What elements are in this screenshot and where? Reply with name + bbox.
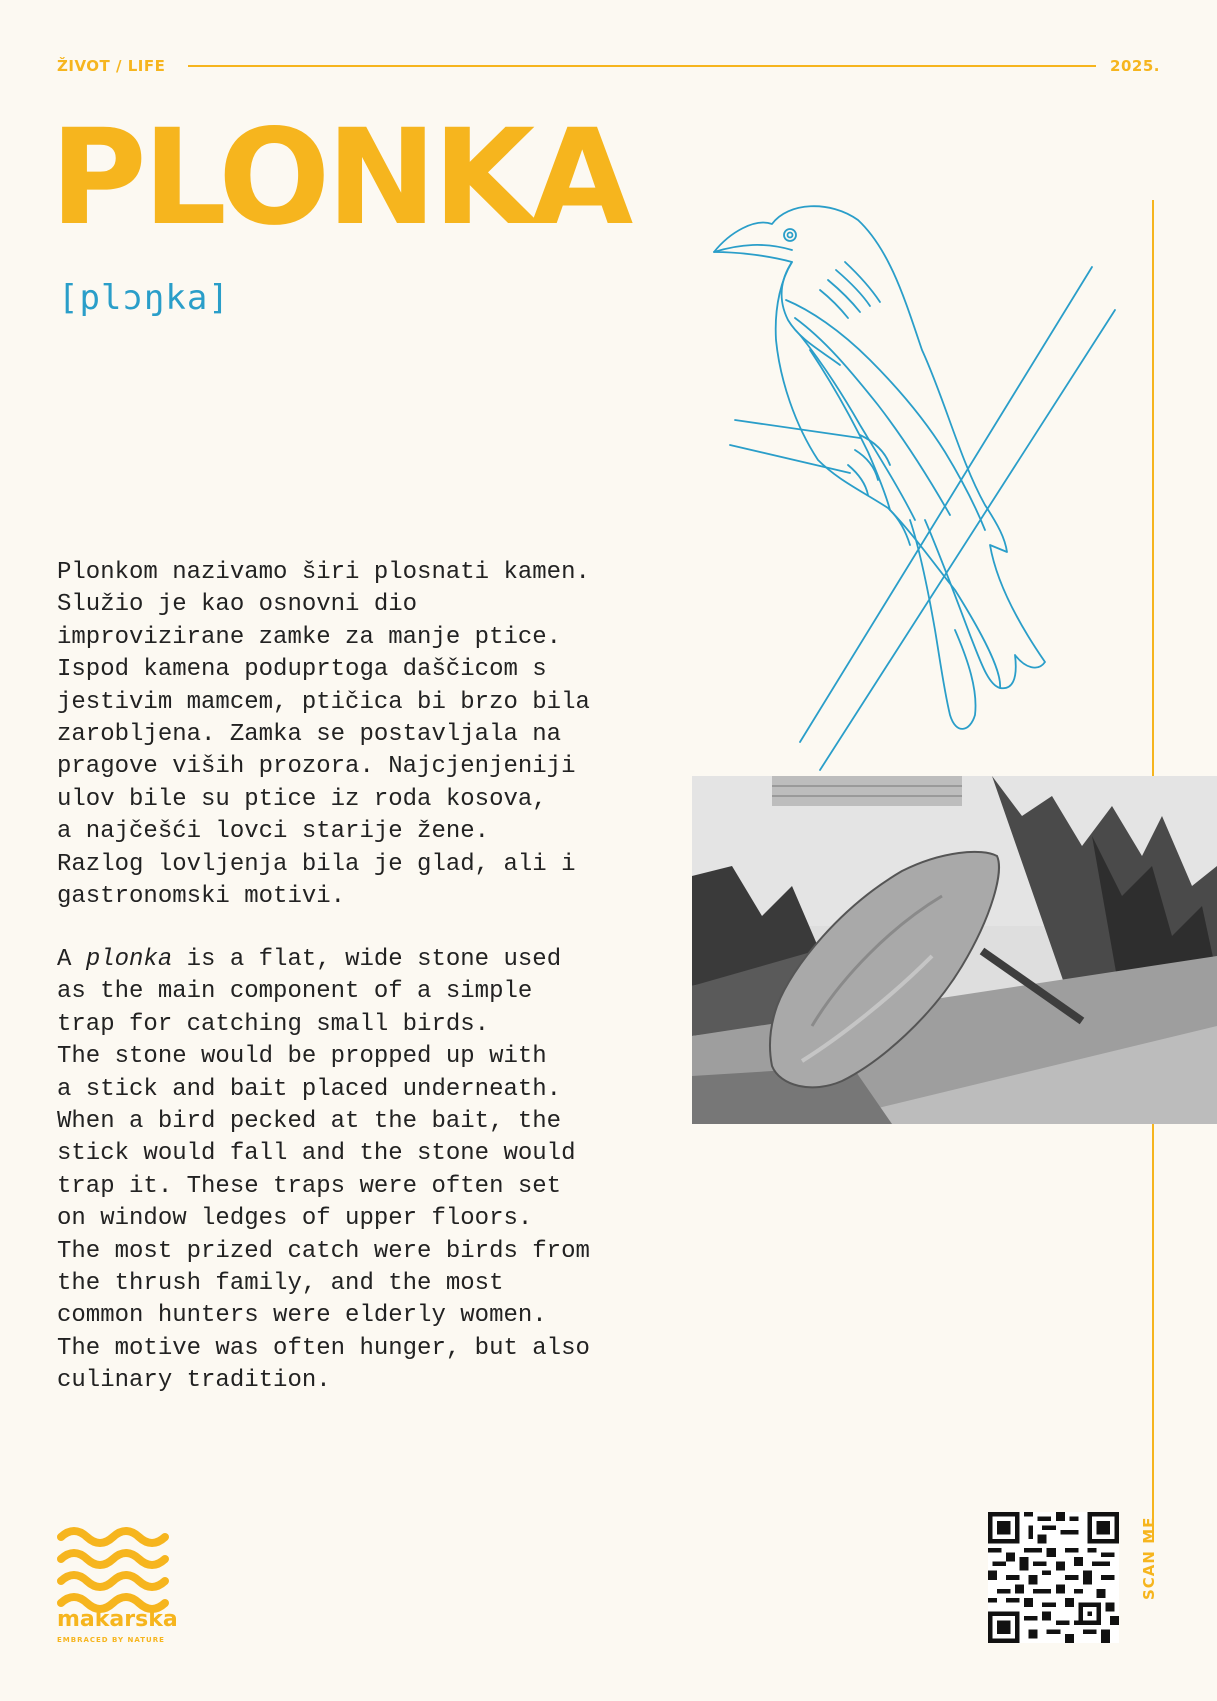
stone-trap-photo <box>692 776 1217 1124</box>
body-en-rest: is a flat, wide stone used as the main component of a simple trap for catching small birds. The stone would be propped up with a stick and bait placed underneath. When a bird pecked at the bait, the stick would fall and the stone would trap it. These traps were often set on window ledges of upper floors. The most prized catch were birds from the thrush family, and the most common hunters were elderly women. The motive was often hunger, but also culinary tradition. <box>57 946 590 1395</box>
header-divider <box>188 65 1096 67</box>
qr-code[interactable] <box>988 1512 1119 1643</box>
body-en-lead: A <box>57 946 86 973</box>
logo-tagline: EMBRACED BY NATURE <box>57 1636 165 1644</box>
body-en-term: plonka <box>85 946 173 973</box>
bird-illustration <box>700 190 1140 830</box>
phonetic-transcription: [plɔŋka] <box>58 278 230 318</box>
page-title: PLONKA <box>50 101 630 255</box>
header-year: 2025. <box>1110 57 1160 75</box>
body-text-english <box>57 944 617 1398</box>
body-text-croatian: Plonkom nazivamo širi plosnati kamen. Služio je kao osnovni dio improvizirane zamke za manje ptice. Ispod kamena poduprtoga daščicom s jestivim mamcem, ptičica bi brzo bila zarobljena. Zamka se postavljala na pragove viših prozora. Najcjenjeniji ulov bile su ptice iz roda kosova, a najčešći lovci starije žene. Razlog lovljenja bila je glad, ali i gastronomski motivi. <box>57 559 590 911</box>
scan-me-label: SCAN ME <box>1140 1516 1158 1600</box>
header-category: ŽIVOT / LIFE <box>57 57 166 75</box>
logo-name: makarska <box>57 1607 178 1632</box>
